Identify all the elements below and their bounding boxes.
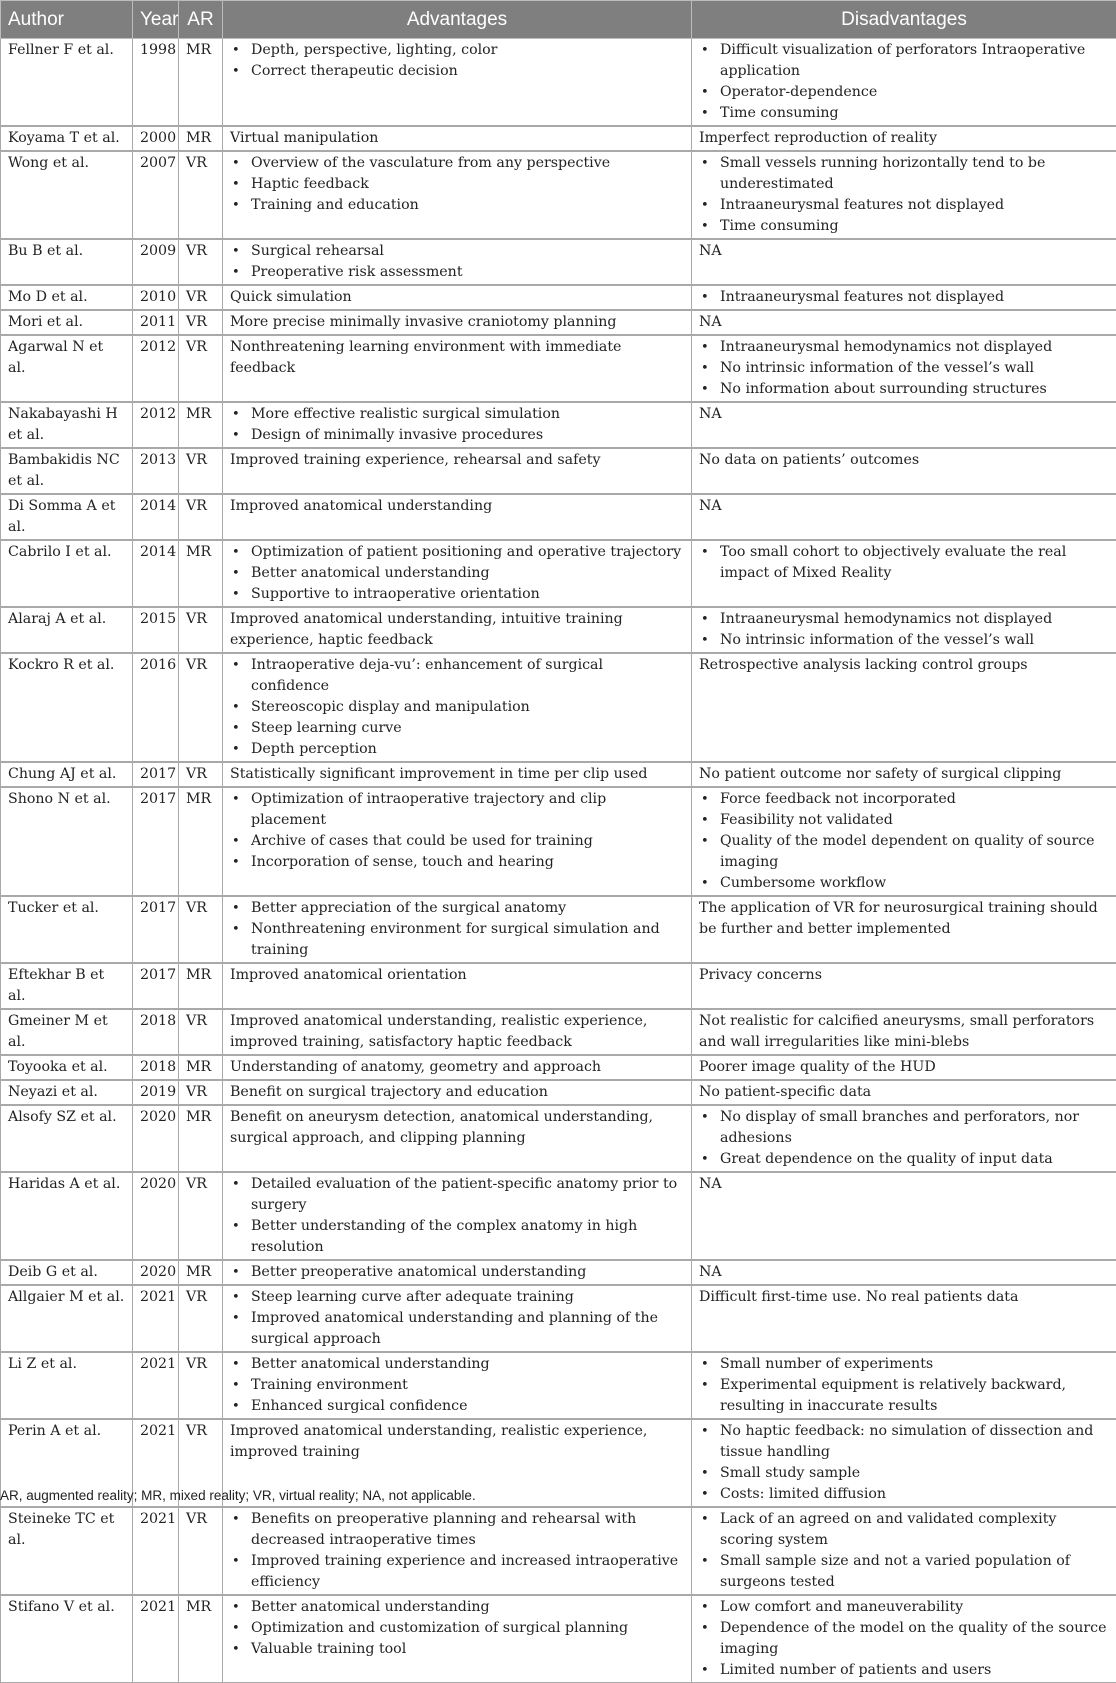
list-item: • Small sample size and not a varied population of surgeons tested xyxy=(699,1551,1109,1593)
list-item: • Better anatomical understanding xyxy=(230,1597,684,1618)
cell-author: Wong et al. xyxy=(1,151,133,239)
cell-author: Bu B et al. xyxy=(1,239,133,285)
cell-author: Cabrilo I et al. xyxy=(1,540,133,607)
header-disadvantages: Disadvantages xyxy=(692,1,1116,39)
cell-advantages xyxy=(223,653,692,762)
list-item: • Quality of the model dependent on quality of source imaging xyxy=(699,831,1109,873)
cell-author: Nakabayashi H et al. xyxy=(1,402,133,448)
cell-ar: MR xyxy=(179,540,223,607)
table-body xyxy=(1,39,1116,1683)
cell-advantages-list xyxy=(230,1287,684,1350)
cell-ar: VR xyxy=(179,1285,223,1352)
cell-advantages-list xyxy=(230,153,684,216)
list-item: • Dependence of the model on the quality of the source imaging xyxy=(699,1618,1109,1660)
table-row xyxy=(1,402,1116,448)
cell-author: Deib G et al. xyxy=(1,1260,133,1285)
cell-year: 2013 xyxy=(133,448,179,494)
cell-advantages xyxy=(223,787,692,896)
cell-advantages: Quick simulation xyxy=(223,285,692,310)
cell-advantages: Improved anatomical understanding, realistic experience, improved training xyxy=(223,1419,692,1507)
cell-ar: VR xyxy=(179,239,223,285)
cell-advantages xyxy=(223,540,692,607)
cell-disadvantages: NA xyxy=(692,239,1116,285)
list-item: • Training environment xyxy=(230,1375,684,1396)
list-item: • Incorporation of sense, touch and hearing xyxy=(230,852,684,873)
header-year: Year xyxy=(133,1,179,39)
cell-ar: MR xyxy=(179,402,223,448)
cell-year: 2020 xyxy=(133,1260,179,1285)
cell-ar: VR xyxy=(179,285,223,310)
cell-disadvantages: NA xyxy=(692,494,1116,540)
list-item: • Time consuming xyxy=(699,216,1109,237)
cell-ar: MR xyxy=(179,126,223,151)
table-row xyxy=(1,787,1116,896)
list-item: • Preoperative risk assessment xyxy=(230,262,684,283)
list-item: • Benefits on preoperative planning and rehearsal with decreased intraoperative times xyxy=(230,1509,684,1551)
list-item: • Better anatomical understanding xyxy=(230,1354,684,1375)
list-item: • Stereoscopic display and manipulation xyxy=(230,697,684,718)
list-item: • Steep learning curve xyxy=(230,718,684,739)
cell-advantages-list xyxy=(230,1597,684,1660)
cell-author: Eftekhar B et al. xyxy=(1,963,133,1009)
cell-author: Toyooka et al. xyxy=(1,1055,133,1080)
header-row xyxy=(1,1,1116,39)
cell-year: 2017 xyxy=(133,787,179,896)
cell-advantages-list xyxy=(230,1174,684,1258)
list-item: • Training and education xyxy=(230,195,684,216)
cell-disadvantages-list xyxy=(699,153,1109,237)
cell-disadvantages-list xyxy=(699,542,1109,584)
cell-advantages: Statistically significant improvement in time per clip used xyxy=(223,762,692,787)
cell-author: Di Somma A et al. xyxy=(1,494,133,540)
list-item: • Better understanding of the complex anatomy in high resolution xyxy=(230,1216,684,1258)
cell-year: 2020 xyxy=(133,1105,179,1172)
cell-year: 2014 xyxy=(133,540,179,607)
list-item: • Optimization of patient positioning and operative trajectory xyxy=(230,542,684,563)
cell-disadvantages: NA xyxy=(692,1172,1116,1260)
list-item: • More effective realistic surgical simulation xyxy=(230,404,684,425)
cell-ar: VR xyxy=(179,762,223,787)
cell-disadvantages: Not realistic for calcified aneurysms, small perforators and wall irregularities like mini-blebs xyxy=(692,1009,1116,1055)
cell-advantages: Benefit on surgical trajectory and education xyxy=(223,1080,692,1105)
cell-author: Allgaier M et al. xyxy=(1,1285,133,1352)
list-item: • Low comfort and maneuverability xyxy=(699,1597,1109,1618)
cell-advantages: Understanding of anatomy, geometry and approach xyxy=(223,1055,692,1080)
list-item: • Better preoperative anatomical understanding xyxy=(230,1262,684,1283)
list-item: • Intraaneurysmal hemodynamics not displayed xyxy=(699,609,1109,630)
cell-ar: VR xyxy=(179,335,223,402)
cell-disadvantages xyxy=(692,787,1116,896)
cell-year: 2021 xyxy=(133,1507,179,1595)
table-header xyxy=(1,1,1116,39)
header-ar: AR xyxy=(179,1,223,39)
cell-disadvantages: The application of VR for neurosurgical training should be further and better implemented xyxy=(692,896,1116,963)
table-row xyxy=(1,607,1116,653)
list-item: • Small number of experiments xyxy=(699,1354,1109,1375)
list-item: • Depth, perspective, lighting, color xyxy=(230,40,684,61)
cell-author: Koyama T et al. xyxy=(1,126,133,151)
cell-advantages: Improved anatomical understanding, realistic experience, improved training, satisfactory haptic feedback xyxy=(223,1009,692,1055)
cell-author: Chung AJ et al. xyxy=(1,762,133,787)
list-item: • Lack of an agreed on and validated complexity scoring system xyxy=(699,1509,1109,1551)
list-item: • No display of small branches and perforators, nor adhesions xyxy=(699,1107,1109,1149)
table-row xyxy=(1,335,1116,402)
cell-year: 2017 xyxy=(133,963,179,1009)
cell-ar: VR xyxy=(179,1352,223,1419)
cell-year: 2018 xyxy=(133,1055,179,1080)
cell-author: Bambakidis NC et al. xyxy=(1,448,133,494)
cell-disadvantages: NA xyxy=(692,1260,1116,1285)
list-item: • Design of minimally invasive procedures xyxy=(230,425,684,446)
cell-year: 2010 xyxy=(133,285,179,310)
cell-advantages-list xyxy=(230,1262,684,1283)
cell-advantages xyxy=(223,151,692,239)
cell-ar: MR xyxy=(179,787,223,896)
cell-year: 2014 xyxy=(133,494,179,540)
table-row xyxy=(1,285,1116,310)
cell-disadvantages: Retrospective analysis lacking control groups xyxy=(692,653,1116,762)
list-item: • Haptic feedback xyxy=(230,174,684,195)
cell-year: 2007 xyxy=(133,151,179,239)
cell-author: Neyazi et al. xyxy=(1,1080,133,1105)
table-row xyxy=(1,310,1116,335)
table-row xyxy=(1,653,1116,762)
cell-ar: MR xyxy=(179,1055,223,1080)
cell-disadvantages: Difficult first-time use. No real patients data xyxy=(692,1285,1116,1352)
header-author: Author xyxy=(1,1,133,39)
table-row xyxy=(1,1260,1116,1285)
table-row xyxy=(1,762,1116,787)
table-row xyxy=(1,1009,1116,1055)
cell-advantages: Improved anatomical understanding xyxy=(223,494,692,540)
list-item: • Improved anatomical understanding and planning of the surgical approach xyxy=(230,1308,684,1350)
list-item: • Improved training experience and increased intraoperative efficiency xyxy=(230,1551,684,1593)
cell-year: 2021 xyxy=(133,1595,179,1683)
cell-ar: VR xyxy=(179,1507,223,1595)
cell-disadvantages: Privacy concerns xyxy=(692,963,1116,1009)
cell-year: 2012 xyxy=(133,335,179,402)
cell-ar: VR xyxy=(179,1419,223,1507)
cell-author: Mo D et al. xyxy=(1,285,133,310)
cell-year: 2017 xyxy=(133,762,179,787)
cell-disadvantages-list xyxy=(699,1354,1109,1417)
cell-author: Mori et al. xyxy=(1,310,133,335)
table-row xyxy=(1,151,1116,239)
cell-disadvantages-list xyxy=(699,1509,1109,1593)
table-row xyxy=(1,1080,1116,1105)
list-item: • No information about surrounding structures xyxy=(699,379,1109,400)
cell-advantages-list xyxy=(230,40,684,82)
list-item: • Small vessels running horizontally tend to be underestimated xyxy=(699,153,1109,195)
cell-advantages-list xyxy=(230,404,684,446)
table-row xyxy=(1,963,1116,1009)
cell-disadvantages: No patient-specific data xyxy=(692,1080,1116,1105)
cell-advantages-list xyxy=(230,542,684,605)
table-row xyxy=(1,448,1116,494)
cell-author: Alaraj A et al. xyxy=(1,607,133,653)
cell-ar: VR xyxy=(179,653,223,762)
cell-year: 2021 xyxy=(133,1352,179,1419)
cell-year: 2015 xyxy=(133,607,179,653)
cell-disadvantages xyxy=(692,1105,1116,1172)
cell-ar: MR xyxy=(179,1105,223,1172)
cell-author: Perin A et al. xyxy=(1,1419,133,1507)
cell-ar: MR xyxy=(179,1260,223,1285)
cell-disadvantages-list xyxy=(699,609,1109,651)
cell-ar: MR xyxy=(179,39,223,127)
cell-author: Li Z et al. xyxy=(1,1352,133,1419)
cell-advantages xyxy=(223,1172,692,1260)
cell-disadvantages: NA xyxy=(692,310,1116,335)
table-row xyxy=(1,126,1116,151)
cell-author: Tucker et al. xyxy=(1,896,133,963)
cell-disadvantages: Imperfect reproduction of reality xyxy=(692,126,1116,151)
cell-disadvantages: NA xyxy=(692,402,1116,448)
table-row xyxy=(1,39,1116,127)
cell-ar: VR xyxy=(179,1009,223,1055)
list-item: • No intrinsic information of the vessel’s wall xyxy=(699,630,1109,651)
cell-ar: MR xyxy=(179,1595,223,1683)
table-footnote: AR, augmented reality; MR, mixed reality; VR, virtual reality; NA, not applicable. xyxy=(0,1488,1116,1503)
cell-ar: MR xyxy=(179,963,223,1009)
cell-advantages xyxy=(223,1507,692,1595)
cell-author: Stifano V et al. xyxy=(1,1595,133,1683)
list-item: • Feasibility not validated xyxy=(699,810,1109,831)
list-item: • Too small cohort to objectively evaluate the real impact of Mixed Reality xyxy=(699,542,1109,584)
cell-disadvantages: No data on patients’ outcomes xyxy=(692,448,1116,494)
table-row xyxy=(1,1172,1116,1260)
list-item: • Archive of cases that could be used for training xyxy=(230,831,684,852)
cell-advantages-list xyxy=(230,789,684,873)
cell-disadvantages xyxy=(692,335,1116,402)
table-row xyxy=(1,1055,1116,1080)
cell-disadvantages-list xyxy=(699,1107,1109,1170)
cell-advantages: Virtual manipulation xyxy=(223,126,692,151)
cell-advantages-list xyxy=(230,655,684,760)
table-row xyxy=(1,1595,1116,1683)
cell-disadvantages xyxy=(692,151,1116,239)
cell-year: 2016 xyxy=(133,653,179,762)
cell-advantages xyxy=(223,39,692,127)
cell-ar: VR xyxy=(179,1172,223,1260)
table-row xyxy=(1,239,1116,285)
cell-disadvantages: No patient outcome nor safety of surgical clipping xyxy=(692,762,1116,787)
table-row xyxy=(1,1285,1116,1352)
list-item: • Small study sample xyxy=(699,1463,1109,1484)
cell-ar: VR xyxy=(179,310,223,335)
cell-ar: VR xyxy=(179,896,223,963)
cell-author: Fellner F et al. xyxy=(1,39,133,127)
list-item: • Supportive to intraoperative orientation xyxy=(230,584,684,605)
list-item: • Valuable training tool xyxy=(230,1639,684,1660)
cell-author: Agarwal N et al. xyxy=(1,335,133,402)
list-item: • Force feedback not incorporated xyxy=(699,789,1109,810)
cell-ar: VR xyxy=(179,494,223,540)
list-item: • Difficult visualization of perforators Intraoperative application xyxy=(699,40,1109,82)
list-item: • Optimization and customization of surgical planning xyxy=(230,1618,684,1639)
cell-advantages-list xyxy=(230,898,684,961)
list-item: • Great dependence on the quality of input data xyxy=(699,1149,1109,1170)
cell-year: 2017 xyxy=(133,896,179,963)
cell-year: 2018 xyxy=(133,1009,179,1055)
cell-advantages xyxy=(223,402,692,448)
cell-disadvantages-list xyxy=(699,337,1109,400)
cell-year: 1998 xyxy=(133,39,179,127)
cell-disadvantages xyxy=(692,285,1116,310)
cell-disadvantages xyxy=(692,39,1116,127)
list-item: • Overview of the vasculature from any perspective xyxy=(230,153,684,174)
list-item: • Enhanced surgical confidence xyxy=(230,1396,684,1417)
list-item: • No haptic feedback: no simulation of dissection and tissue handling xyxy=(699,1421,1109,1463)
cell-advantages: Benefit on aneurysm detection, anatomical understanding, surgical approach, and clipping planning xyxy=(223,1105,692,1172)
table-row xyxy=(1,1352,1116,1419)
list-item: • Intraaneurysmal features not displayed xyxy=(699,287,1109,308)
cell-year: 2000 xyxy=(133,126,179,151)
list-item: • Optimization of intraoperative trajectory and clip placement xyxy=(230,789,684,831)
table-row xyxy=(1,540,1116,607)
cell-disadvantages: Poorer image quality of the HUD xyxy=(692,1055,1116,1080)
list-item: • Intraaneurysmal hemodynamics not displayed xyxy=(699,337,1109,358)
cell-year: 2019 xyxy=(133,1080,179,1105)
cell-advantages-list xyxy=(230,1509,684,1593)
cell-disadvantages xyxy=(692,1507,1116,1595)
list-item: • Time consuming xyxy=(699,103,1109,124)
cell-advantages: Nonthreatening learning environment with immediate feedback xyxy=(223,335,692,402)
list-item: • Better anatomical understanding xyxy=(230,563,684,584)
cell-author: Steineke TC et al. xyxy=(1,1507,133,1595)
cell-disadvantages-list xyxy=(699,287,1109,308)
list-item: • Steep learning curve after adequate training xyxy=(230,1287,684,1308)
list-item: • Depth perception xyxy=(230,739,684,760)
list-item: • Correct therapeutic decision xyxy=(230,61,684,82)
cell-disadvantages-list xyxy=(699,1597,1109,1681)
cell-advantages xyxy=(223,1595,692,1683)
table-row xyxy=(1,494,1116,540)
list-item: • Detailed evaluation of the patient-specific anatomy prior to surgery xyxy=(230,1174,684,1216)
list-item: • Costs: limited diffusion xyxy=(699,1484,1109,1505)
cell-ar: VR xyxy=(179,607,223,653)
header-advantages: Advantages xyxy=(223,1,692,39)
cell-advantages xyxy=(223,896,692,963)
cell-advantages xyxy=(223,1260,692,1285)
cell-disadvantages xyxy=(692,1595,1116,1683)
list-item: • Cumbersome workflow xyxy=(699,873,1109,894)
cell-author: Shono N et al. xyxy=(1,787,133,896)
cell-advantages: Improved anatomical orientation xyxy=(223,963,692,1009)
cell-author: Haridas A et al. xyxy=(1,1172,133,1260)
cell-year: 2021 xyxy=(133,1419,179,1507)
cell-advantages-list xyxy=(230,241,684,283)
cell-advantages: More precise minimally invasive craniotomy planning xyxy=(223,310,692,335)
cell-disadvantages-list xyxy=(699,40,1109,124)
list-item: • Operator-dependence xyxy=(699,82,1109,103)
cell-year: 2012 xyxy=(133,402,179,448)
cell-ar: VR xyxy=(179,1080,223,1105)
cell-advantages: Improved anatomical understanding, intuitive training experience, haptic feedback xyxy=(223,607,692,653)
table-row xyxy=(1,896,1116,963)
cell-advantages-list xyxy=(230,1354,684,1417)
cell-advantages xyxy=(223,1285,692,1352)
list-item: • Limited number of patients and users xyxy=(699,1660,1109,1681)
cell-advantages xyxy=(223,1352,692,1419)
cell-year: 2020 xyxy=(133,1172,179,1260)
list-item: • Intraaneurysmal features not displayed xyxy=(699,195,1109,216)
cell-author: Kockro R et al. xyxy=(1,653,133,762)
cell-year: 2011 xyxy=(133,310,179,335)
list-item: • No intrinsic information of the vessel’s wall xyxy=(699,358,1109,379)
list-item: • Experimental equipment is relatively backward, resulting in inaccurate results xyxy=(699,1375,1109,1417)
list-item: • Surgical rehearsal xyxy=(230,241,684,262)
cell-disadvantages xyxy=(692,540,1116,607)
cell-year: 2009 xyxy=(133,239,179,285)
cell-disadvantages-list xyxy=(699,789,1109,894)
cell-advantages: Improved training experience, rehearsal and safety xyxy=(223,448,692,494)
table-row xyxy=(1,1105,1116,1172)
cell-disadvantages xyxy=(692,607,1116,653)
list-item: • Intraoperative deja-vu’: enhancement of surgical confidence xyxy=(230,655,684,697)
cell-ar: VR xyxy=(179,151,223,239)
list-item: • Better appreciation of the surgical anatomy xyxy=(230,898,684,919)
table-row xyxy=(1,1507,1116,1595)
list-item: • Nonthreatening environment for surgical simulation and training xyxy=(230,919,684,961)
cell-advantages xyxy=(223,239,692,285)
cell-disadvantages xyxy=(692,1352,1116,1419)
cell-ar: VR xyxy=(179,448,223,494)
cell-author: Gmeiner M et al. xyxy=(1,1009,133,1055)
cell-author: Alsofy SZ et al. xyxy=(1,1105,133,1172)
cell-year: 2021 xyxy=(133,1285,179,1352)
